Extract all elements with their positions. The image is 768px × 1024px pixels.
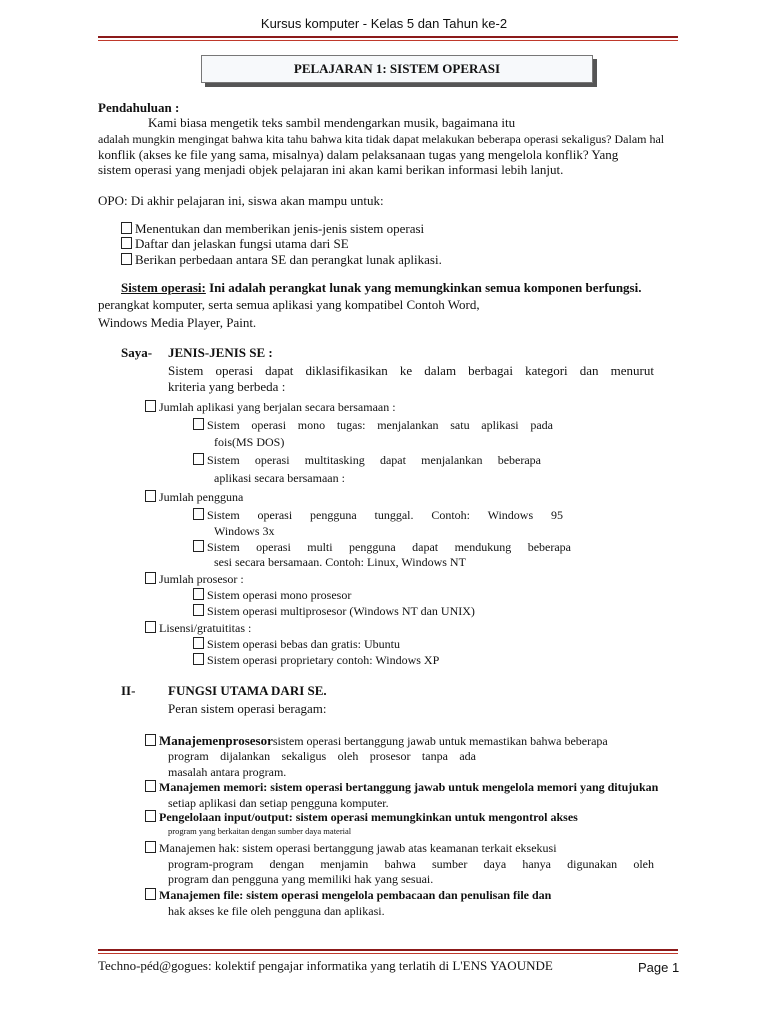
checkbox-icon — [121, 253, 132, 265]
opo-item: Berikan perbedaan antara SE dan perangkat lunak aplikasi. — [121, 252, 442, 268]
function-item-cont: setiap aplikasi dan setiap pengguna komputer. — [168, 796, 389, 810]
checkbox-icon — [145, 780, 156, 792]
checkbox-icon — [121, 237, 132, 249]
criteria-item-cont: sesi secara bersamaan. Contoh: Linux, Windows NT — [214, 555, 466, 569]
criteria-item: Sistem operasi pengguna tunggal. Contoh: Windows 95 — [193, 508, 563, 523]
checkbox-icon — [121, 222, 132, 234]
function-item: Manajemen file: sistem operasi mengelola pembacaan dan penulisan file dan — [145, 888, 551, 903]
criteria-label: Jumlah prosesor : — [145, 572, 244, 587]
criteria-label: Jumlah pengguna — [145, 490, 243, 505]
criteria-item: Sistem operasi multi pengguna dapat mendukung beberapa — [193, 540, 571, 555]
checkbox-icon — [193, 653, 204, 665]
footer-text: Techno-péd@gogues: kolektif pengajar informatika yang terlatih di L'ENS YAOUNDE — [98, 958, 553, 973]
checkbox-icon — [193, 540, 204, 552]
definition-term: Sistem operasi: — [121, 280, 206, 295]
criteria-item: Sistem operasi multitasking dapat menjalankan beberapa — [193, 453, 541, 468]
footer-rule-thin — [98, 953, 678, 954]
header-rule — [98, 36, 678, 38]
criteria-item: Sistem operasi mono prosesor — [193, 588, 351, 603]
opo-text: OPO: Di akhir pelajaran ini, siswa akan mampu untuk: — [98, 193, 384, 208]
checkbox-icon — [193, 418, 204, 430]
definition-line-1: Sistem operasi: Ini adalah perangkat lunak yang memungkinkan semua komponen berfungsi. — [121, 280, 642, 295]
footer-rule — [98, 949, 678, 951]
page-number: Page 1 — [638, 960, 680, 975]
header-rule-thin — [98, 40, 678, 41]
criteria-item-cont: fois(MS DOS) — [214, 435, 285, 449]
checkbox-icon — [145, 734, 156, 746]
function-item: Manajemen hak: sistem operasi bertanggung jawab atas keamanan terkait eksekusi — [145, 841, 557, 856]
lesson-title: PELAJARAN 1: SISTEM OPERASI — [201, 55, 593, 83]
checkbox-icon — [145, 490, 156, 502]
opo-item: Daftar dan jelaskan fungsi utama dari SE — [121, 236, 349, 252]
checkbox-icon — [145, 400, 156, 412]
checkbox-icon — [145, 888, 156, 900]
section-1-number: Saya- — [121, 345, 153, 360]
criteria-item: Sistem operasi bebas dan gratis: Ubuntu — [193, 637, 400, 652]
section-2-number: II- — [121, 683, 136, 698]
criteria-item-cont: Windows 3x — [214, 524, 275, 538]
intro-line-2: adalah mungkin mengingat bahwa kita tahu bahwa kita tidak dapat melakukan beberapa operasi sekaligus? Dalam hal — [98, 132, 665, 146]
section-1-desc-2: kriteria yang berbeda : — [168, 379, 286, 394]
criteria-item: Sistem operasi proprietary contoh: Windows XP — [193, 653, 439, 668]
function-item: Manajemenprosesorsistem operasi bertanggung jawab untuk memastikan bahwa beberapa — [145, 733, 608, 749]
checkbox-icon — [145, 621, 156, 633]
intro-line-3: konflik (akses ke file yang sama, misalnya) dalam pelaksanaan tugas yang mengelola konflik? Yang — [98, 147, 619, 162]
criteria-label: Jumlah aplikasi yang berjalan secara bersamaan : — [145, 400, 396, 415]
page-header: Kursus komputer - Kelas 5 dan Tahun ke-2 — [260, 16, 508, 31]
opo-item: Menentukan dan memberikan jenis-jenis sistem operasi — [121, 221, 424, 237]
section-2-intro: Peran sistem operasi beragam: — [168, 701, 327, 716]
checkbox-icon — [193, 637, 204, 649]
definition-line-3: Windows Media Player, Paint. — [98, 315, 257, 330]
criteria-item: Sistem operasi multiprosesor (Windows NT dan UNIX) — [193, 604, 475, 619]
checkbox-icon — [145, 841, 156, 853]
function-item-cont: program dan pengguna yang memiliki hak yang sesuai. — [168, 872, 434, 886]
checkbox-icon — [193, 588, 204, 600]
criteria-item: Sistem operasi mono tugas: menjalankan satu aplikasi pada — [193, 418, 553, 433]
checkbox-icon — [193, 604, 204, 616]
function-item: Pengelolaan input/output: sistem operasi memungkinkan untuk mengontrol akses — [145, 810, 578, 825]
checkbox-icon — [193, 453, 204, 465]
checkbox-icon — [145, 572, 156, 584]
definition-line-2: perangkat komputer, serta semua aplikasi yang kompatibel Contoh Word, — [98, 297, 480, 312]
function-item-cont: hak akses ke file oleh pengguna dan aplikasi. — [168, 904, 385, 918]
section-2-title: FUNGSI UTAMA DARI SE. — [168, 683, 327, 698]
function-item-cont: program dijalankan sekaligus oleh prosesor tanpa ada — [168, 749, 476, 763]
function-item-cont: masalah antara program. — [168, 765, 287, 779]
intro-heading: Pendahuluan : — [98, 100, 180, 115]
intro-line-1: Kami biasa mengetik teks sambil mendengarkan musik, bagaimana itu — [148, 115, 516, 130]
intro-line-4: sistem operasi yang menjadi objek pelajaran ini akan kami berikan informasi lebih lanjut. — [98, 162, 564, 177]
checkbox-icon — [145, 810, 156, 822]
criteria-label: Lisensi/gratuititas : — [145, 621, 251, 636]
section-1-title: JENIS-JENIS SE : — [168, 345, 273, 360]
function-item: Manajemen memori: sistem operasi bertanggung jawab untuk mengelola memori yang ditujukan — [145, 780, 658, 795]
checkbox-icon — [193, 508, 204, 520]
section-1-desc-1: Sistem operasi dapat diklasifikasikan ke dalam berbagai kategori dan menurut — [168, 363, 654, 378]
function-item-cont: program-program dengan menjamin bahwa sumber daya hanya digunakan oleh — [168, 857, 654, 871]
criteria-item-cont: aplikasi secara bersamaan : — [214, 471, 345, 485]
function-item-cont: program yang berkaitan dengan sumber daya material — [168, 826, 352, 836]
